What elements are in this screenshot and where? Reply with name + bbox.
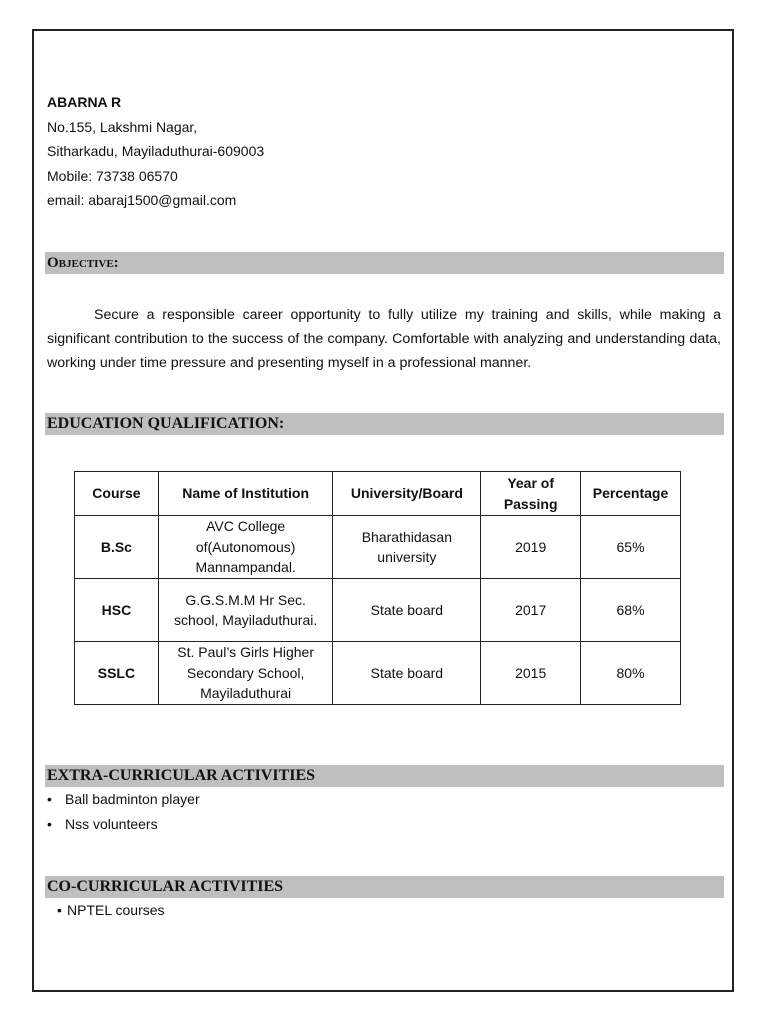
institution-cell: G.G.S.M.M Hr Sec. school, Mayiladuthurai.	[158, 579, 333, 642]
board-cell: State board	[333, 642, 481, 705]
year-cell: 2019	[481, 516, 581, 579]
table-row	[75, 516, 681, 579]
column-header: Name of Institution	[158, 472, 333, 516]
board-cell: Bharathidasan university	[333, 516, 481, 579]
address-line-1: No.155, Lakshmi Nagar,	[47, 118, 198, 135]
table-header-row	[75, 472, 681, 516]
percentage-cell: 80%	[581, 642, 681, 705]
list-item: • Nss volunteers	[47, 812, 200, 837]
percentage-cell: 68%	[581, 579, 681, 642]
column-header: University/Board	[333, 472, 481, 516]
list-item: • Ball badminton player	[47, 787, 200, 812]
objective-heading: Objective:	[45, 252, 724, 274]
institution-cell: St. Paul’s Girls Higher Secondary School, Mayiladuthurai	[158, 642, 333, 705]
column-header: Percentage	[581, 472, 681, 516]
objective-paragraph	[47, 303, 721, 376]
co-curricular-heading: CO-CURRICULAR ACTIVITIES	[45, 876, 724, 898]
mobile-number: Mobile: 73738 06570	[47, 167, 178, 184]
list-item: • NPTEL courses	[57, 898, 165, 923]
candidate-name: ABARNA R	[47, 94, 122, 110]
course-cell: SSLC	[75, 642, 159, 705]
extra-curricular-list	[47, 787, 200, 837]
education-table	[74, 471, 681, 705]
percentage-cell: 65%	[581, 516, 681, 579]
email-address: email: abaraj1500@gmail.com	[47, 192, 237, 208]
course-cell: HSC	[75, 579, 159, 642]
board-cell: State board	[333, 579, 481, 642]
address-line-2: Sitharkadu, Mayiladuthurai-609003	[47, 143, 265, 159]
objective-text: Secure a responsible career opportunity to fully utilize my training and skills, while making a significant contribution to the success of the company. Comfortable with analyzing and understanding data, working under time pressure and presenting myself in a professional manner.	[47, 307, 721, 372]
extra-curricular-heading: EXTRA-CURRICULAR ACTIVITIES	[45, 765, 724, 787]
contact-block	[47, 90, 264, 213]
education-heading: EDUCATION QUALIFICATION:	[45, 413, 724, 435]
institution-cell: AVC College of(Autonomous) Mannampandal.	[158, 516, 333, 579]
table-row	[75, 642, 681, 705]
column-header: Course	[75, 472, 159, 516]
table-row	[75, 579, 681, 642]
year-cell: 2017	[481, 579, 581, 642]
column-header: Year of Passing	[481, 472, 581, 516]
co-curricular-list	[57, 898, 165, 923]
year-cell: 2015	[481, 642, 581, 705]
course-cell: B.Sc	[75, 516, 159, 579]
